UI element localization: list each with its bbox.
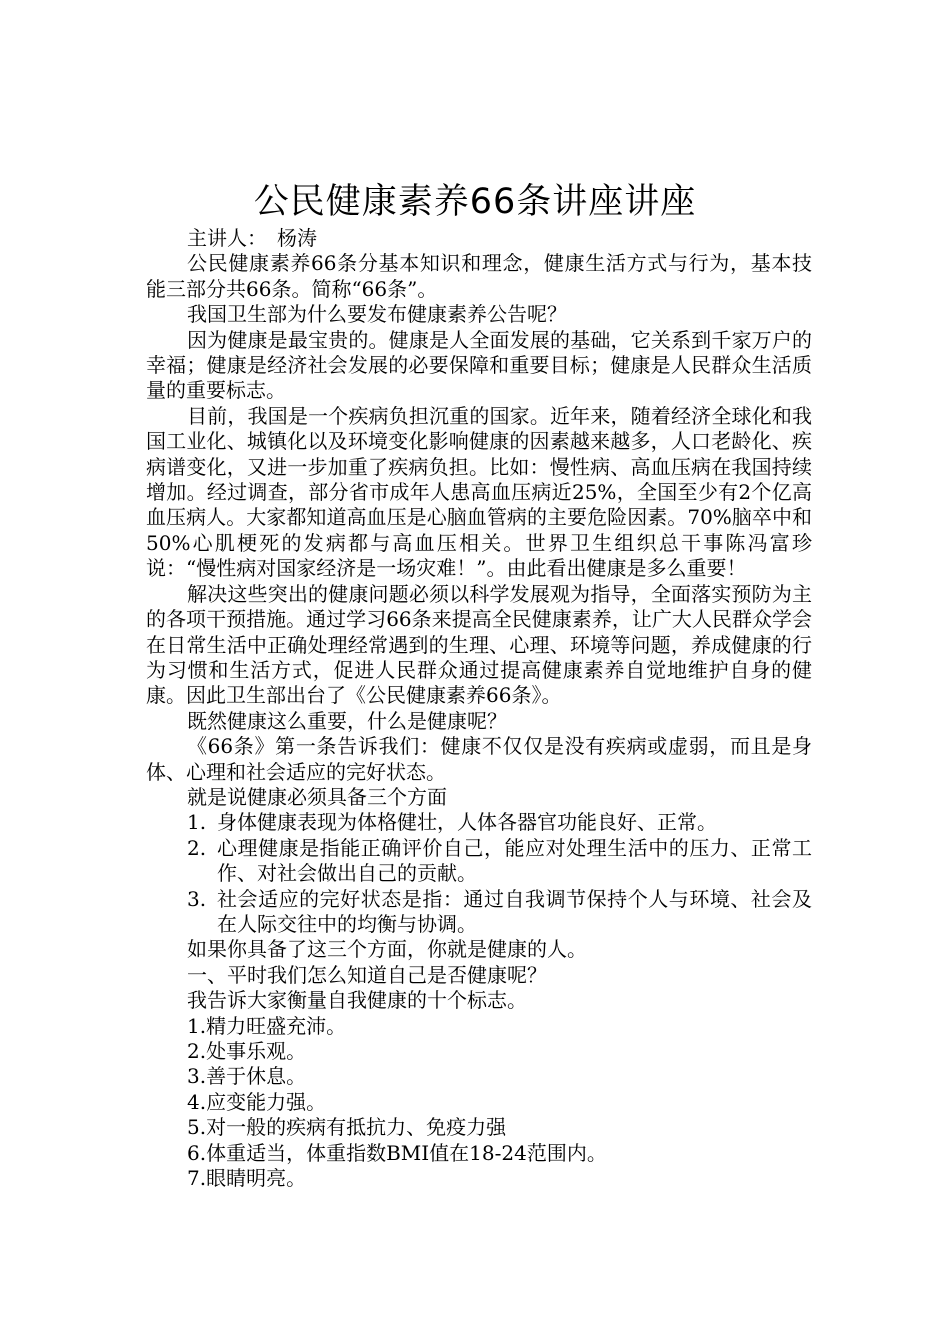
- list-number: 3.: [187, 886, 207, 911]
- document-body: [146, 226, 812, 1191]
- paragraph: 目前，我国是一个疾病负担沉重的国家。近年来，随着经济全球化和我国工业化、城镇化以及环境变化影响健康的因素越来越多，人口老龄化、疾病谱变化，又进一步加重了疾病负担。比如：慢性病、高血压病在我国持续增加。经过调查，部分省市成年人患高血压病近25%，全国至少有2个亿高血压病人。大家都知道高血压是心脑血管病的主要危险因素。70%脑卒中和50%心肌梗死的发病都与高血压相关。世界卫生组织总干事陈冯富珍说：“慢性病对国家经济是一场灾难！”。由此看出健康是多么重要！: [146, 403, 812, 581]
- speaker-line: 主讲人： 杨涛: [187, 226, 317, 250]
- list-text: 身体健康表现为体格健壮，人体各器官功能良好、正常。: [217, 810, 717, 835]
- list-text: 心理健康是指能正确评价自己，能应对处理生活中的压力、正常工作、对社会做出自己的贡献。: [217, 835, 812, 886]
- paragraph: 我国卫生部为什么要发布健康素养公告呢？: [187, 302, 567, 327]
- list-number: 1.: [187, 810, 207, 835]
- document-title: 公民健康素养66条讲座讲座: [253, 182, 697, 222]
- list-number: 4.: [187, 1089, 207, 1114]
- list-number: 2.: [187, 835, 207, 860]
- paragraph: 就是说健康必须具备三个方面: [187, 784, 447, 809]
- sign-list-item: [146, 1115, 812, 1140]
- list-text: 眼睛明亮。: [206, 1166, 307, 1191]
- sign-list-item: [146, 1141, 812, 1166]
- aspect-list-item: [146, 836, 812, 887]
- list-text: 对一般的疾病有抵抗力、免疫力强: [206, 1115, 507, 1140]
- paragraph: 解决这些突出的健康问题必须以科学发展观为指导，全面落实预防为主的各项干预措施。通过学习66条来提高全民健康素养，让广大人民群众学会在日常生活中正确处理经常遇到的生理、心理、环境等问题，养成健康的行为习惯和生活方式，促进人民群众通过提高健康素养自觉地维护自身的健康。因此卫生部出台了《公民健康素养66条》。: [146, 581, 812, 708]
- list-text: 应变能力强。: [206, 1089, 327, 1114]
- paragraph: 《66条》第一条告诉我们：健康不仅仅是没有疾病或虚弱，而且是身体、心理和社会适应的完好状态。: [146, 734, 812, 784]
- aspect-list-item: [146, 887, 812, 938]
- paragraph: 我告诉大家衡量自我健康的十个标志。: [187, 988, 527, 1013]
- list-text: 处事乐观。: [206, 1039, 307, 1063]
- sign-list-item: [146, 1039, 812, 1064]
- list-text: 体重适当，体重指数BMI值在18-24范围内。: [206, 1140, 607, 1165]
- paragraph: 公民健康素养66条分基本知识和理念，健康生活方式与行为，基本技能三部分共66条。简称“66条”。: [146, 251, 812, 301]
- list-text: 精力旺盛充沛。: [206, 1013, 347, 1038]
- paragraph: 如果你具备了这三个方面，你就是健康的人。: [187, 937, 587, 962]
- list-number: 7.: [187, 1166, 207, 1191]
- list-text: 社会适应的完好状态是指：通过自我调节保持个人与环境、社会及在人际交往中的均衡与协调。: [217, 886, 812, 936]
- sign-list-item: [146, 1090, 812, 1115]
- sign-list-item: [146, 1064, 812, 1089]
- sign-list-item: [146, 1166, 812, 1191]
- list-number: 3.: [187, 1064, 207, 1089]
- aspect-list-item: [146, 810, 812, 835]
- paragraph: 一、平时我们怎么知道自己是否健康呢？: [187, 962, 547, 987]
- paragraph: 既然健康这么重要，什么是健康呢？: [187, 708, 507, 733]
- list-number: 2.: [187, 1039, 207, 1063]
- sign-list-item: [146, 1014, 812, 1039]
- list-number: 6.: [187, 1140, 207, 1165]
- paragraph: 因为健康是最宝贵的。健康是人全面发展的基础，它关系到千家万户的幸福；健康是经济社会发展的必要保障和重要目标；健康是人民群众生活质量的重要标志。: [146, 327, 812, 403]
- list-number: 1.: [187, 1013, 207, 1038]
- list-number: 5.: [187, 1115, 207, 1140]
- list-text: 善于休息。: [206, 1064, 307, 1089]
